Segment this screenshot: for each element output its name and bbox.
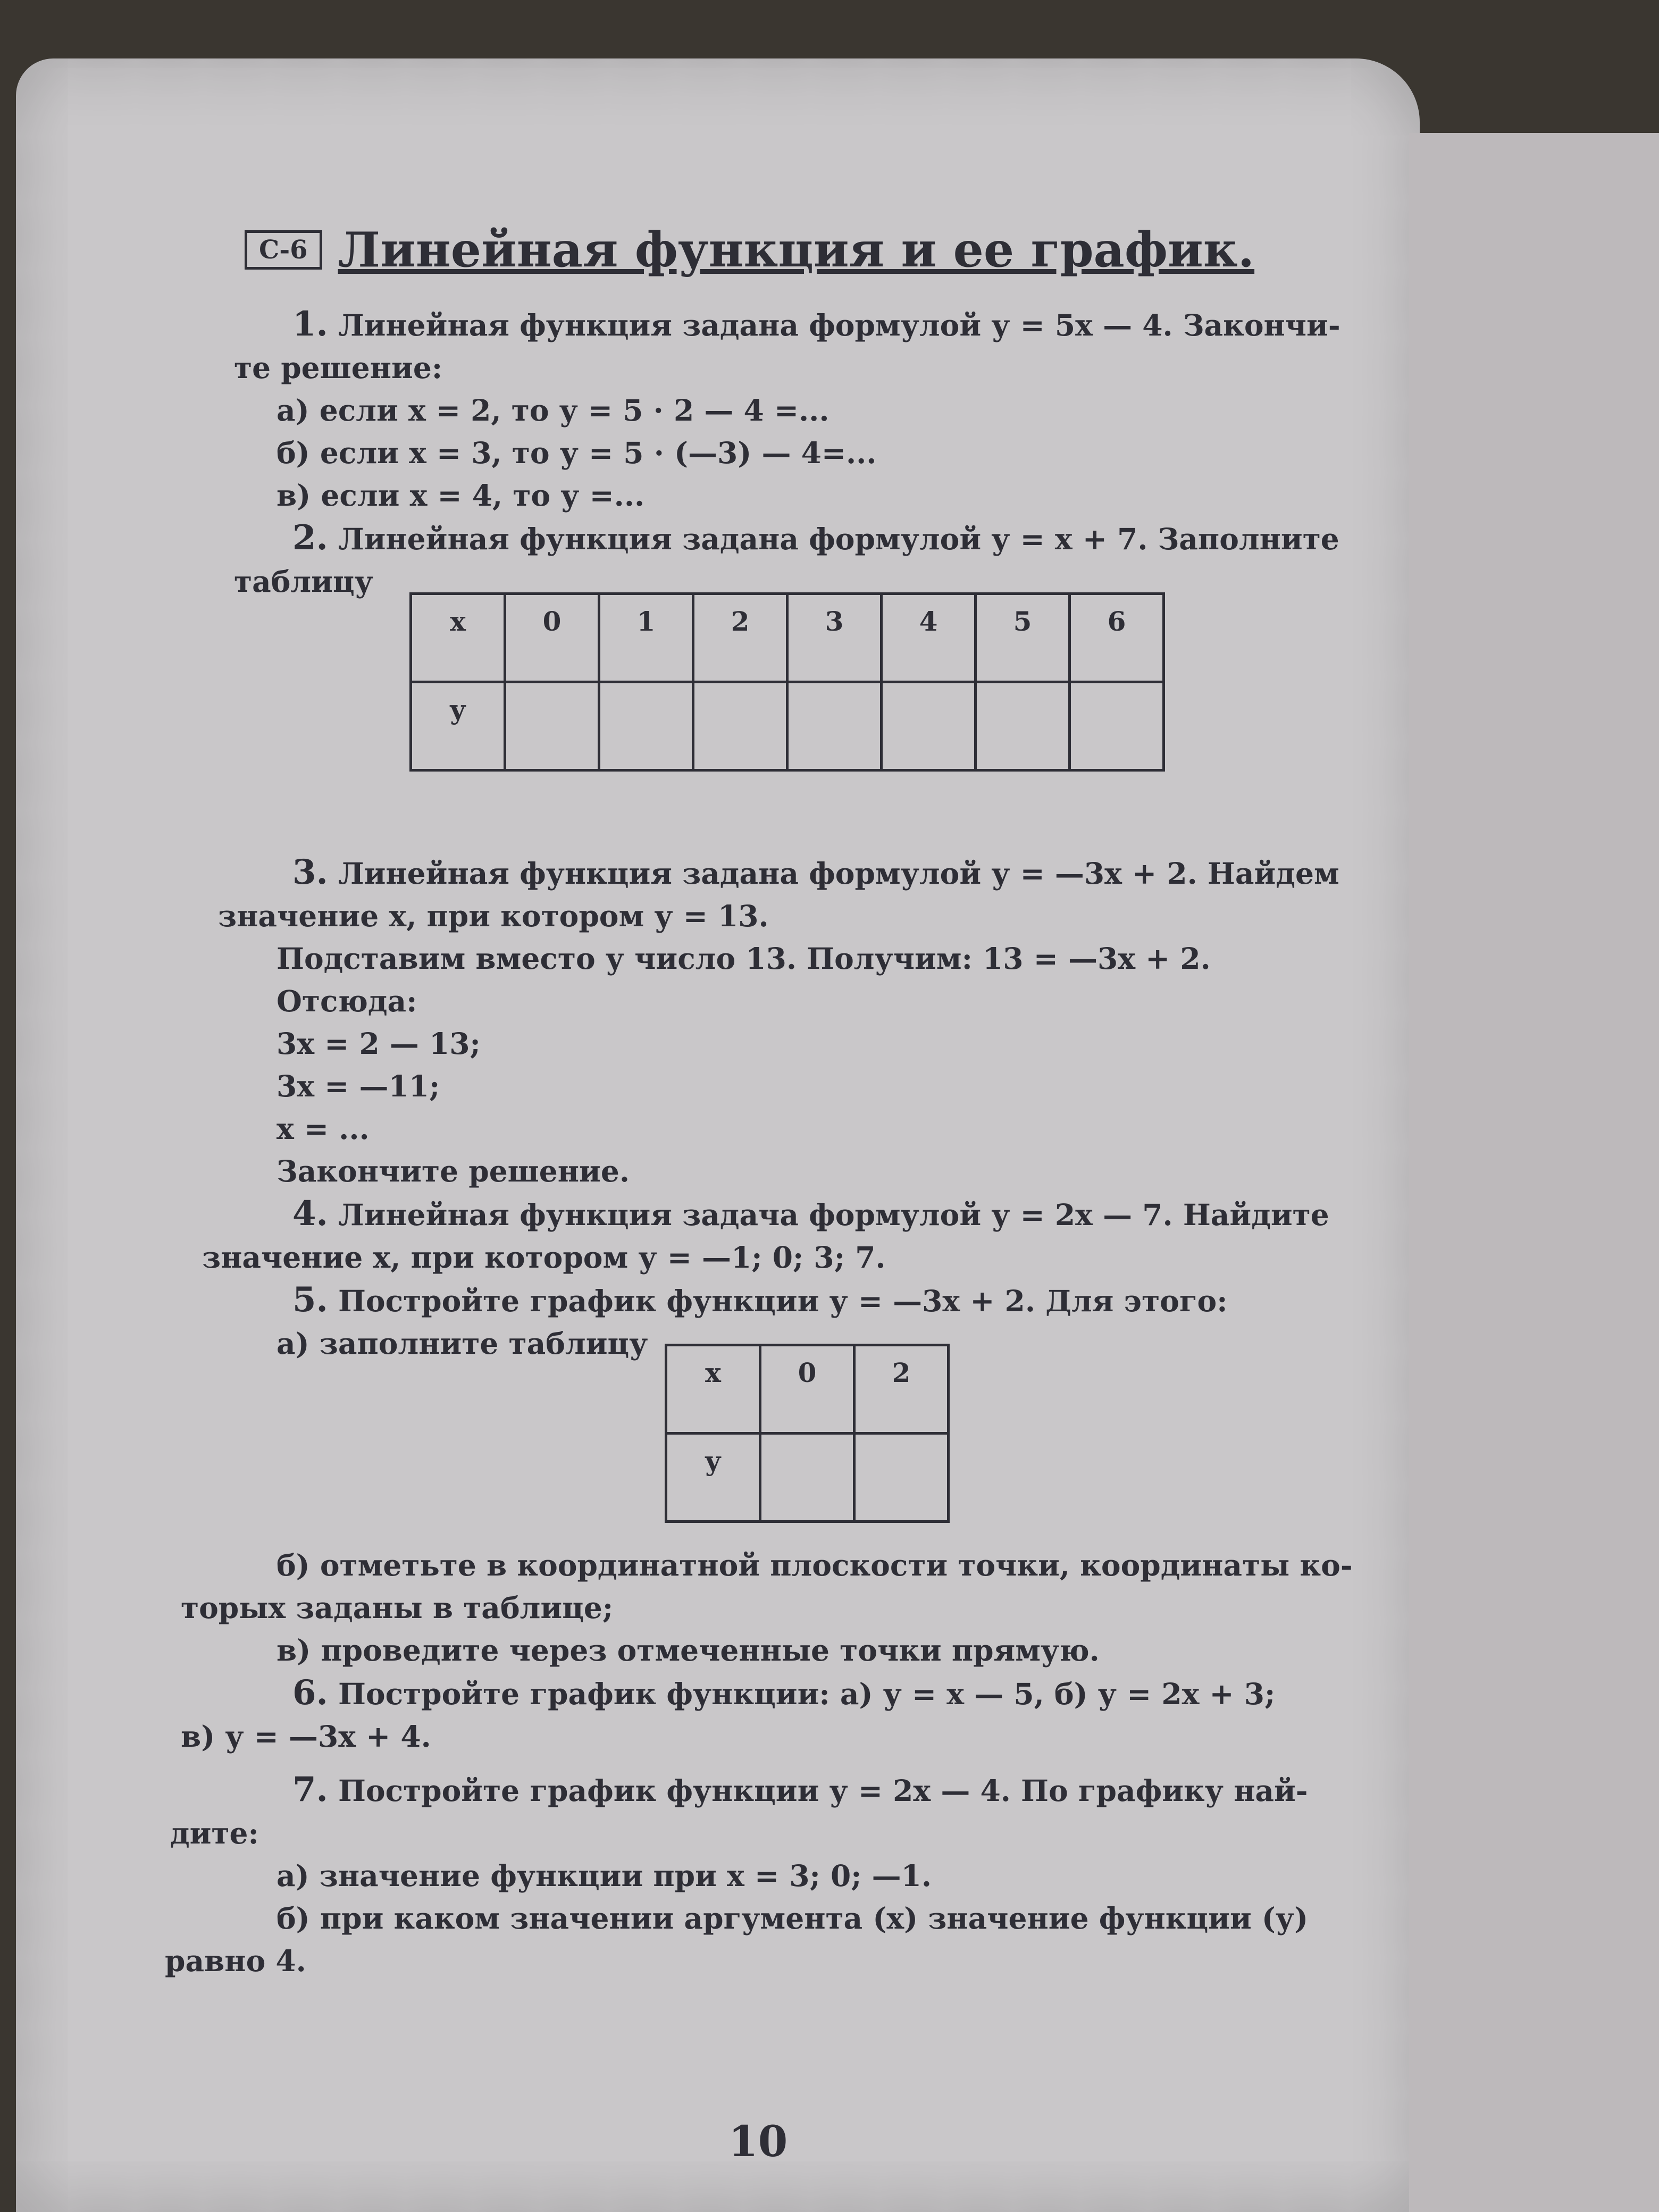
page-number: 10 (728, 2116, 788, 2166)
task-3-line-3: Подставим вместо у число 13. Получим: 13 = —3х + 2. (276, 941, 1211, 976)
task-4-number: 4. (292, 1194, 328, 1234)
task-2-table (409, 592, 1165, 772)
section-badge: С-6 (245, 230, 322, 270)
table-cell (882, 682, 976, 770)
task-1-text-1: Линейная функция задана формулой у = 5х — 4. Закончи- (338, 308, 1340, 342)
task-7-line-2: дите: (170, 1816, 259, 1850)
table-cell (1070, 682, 1164, 770)
task-2-text-1: Линейная функция задана формулой у = х + 7. Заполните (338, 522, 1339, 556)
task-3-line-5: 3х = 2 — 13; (276, 1026, 481, 1061)
task-2-line-1 (160, 517, 1382, 560)
task-6-number: 6. (292, 1673, 328, 1713)
table-cell: 5 (976, 594, 1070, 682)
task-3-number: 3. (292, 852, 328, 892)
task-5-item-b-line-1: б) отметьте в координатной плоскости точки, координаты ко- (276, 1548, 1353, 1582)
task-5-item-b-line-2: торых заданы в таблице; (181, 1590, 614, 1625)
table-cell (976, 682, 1070, 770)
table-cell: 1 (599, 594, 693, 682)
task-7-item-a: а) значение функции при х = 3; 0; —1. (276, 1858, 932, 1893)
table-cell: 3 (787, 594, 882, 682)
task-3-line-1 (160, 851, 1382, 895)
task-3-line-7: х = ... (276, 1111, 370, 1146)
table-cell: у (411, 682, 505, 770)
task-5-item-c: в) проведите через отмеченные точки прямую. (276, 1633, 1100, 1668)
task-5-number: 5. (292, 1280, 328, 1320)
table-cell: 6 (1070, 594, 1164, 682)
table-cell (854, 1434, 949, 1522)
task-7-item-b-line-1: б) при каком значении аргумента (х) значение функции (у) (276, 1901, 1309, 1936)
table-cell: х (666, 1345, 760, 1434)
adjacent-page (1409, 133, 1659, 2212)
task-3-line-4: Отсюда: (276, 984, 417, 1018)
table-cell (599, 682, 693, 770)
task-1-item-a: а) если х = 2, то у = 5 · 2 — 4 =... (276, 393, 830, 428)
table-cell: 4 (882, 594, 976, 682)
task-6-line-2: в) у = —3х + 4. (181, 1719, 431, 1754)
task-5-item-a: а) заполните таблицу (276, 1326, 648, 1361)
task-3-text-1: Линейная функция задана формулой у = —3х + 2. Найдем (338, 856, 1339, 891)
task-1-item-b: б) если х = 3, то у = 5 · (—3) — 4=... (276, 435, 877, 470)
task-7-item-b-line-2: равно 4. (165, 1943, 306, 1978)
task-1-line-2: те решение: (234, 350, 443, 385)
table-row (411, 594, 1164, 682)
task-3-line-8: Закончите решение. (276, 1154, 630, 1188)
task-4-line-2: значение х, при котором у = —1; 0; 3; 7. (202, 1240, 886, 1275)
task-7-number: 7. (292, 1770, 328, 1809)
task-1-item-c: в) если х = 4, то у =... (276, 478, 645, 513)
table-cell (787, 682, 882, 770)
task-3-line-6: 3х = —11; (276, 1069, 440, 1103)
task-1-number: 1. (292, 304, 328, 344)
task-6-text-1: Постройте график функции: а) у = х — 5, б) у = 2х + 3; (338, 1677, 1276, 1711)
table-cell (505, 682, 599, 770)
task-1-line-1 (160, 303, 1382, 347)
table-row (666, 1434, 949, 1522)
task-7-line-1 (160, 1769, 1382, 1812)
table-cell: х (411, 594, 505, 682)
table-cell: 0 (505, 594, 599, 682)
table-cell (693, 682, 787, 770)
task-5-text-1: Постройте график функции у = —3х + 2. Для этого: (338, 1284, 1228, 1318)
task-2-line-2: таблицу (234, 564, 373, 599)
section-header (245, 222, 1382, 278)
table-cell: 2 (854, 1345, 949, 1434)
task-4-text-1: Линейная функция задача формулой у = 2х — 7. Найдите (338, 1197, 1329, 1232)
page-title: Линейная функция и ее график. (338, 222, 1255, 278)
task-7-text-1: Постройте график функции у = 2х — 4. По графику най- (338, 1773, 1308, 1808)
page-content (160, 222, 1382, 1982)
task-5-table (665, 1344, 950, 1523)
task-4-line-1 (160, 1193, 1382, 1236)
task-5-line-1 (160, 1279, 1382, 1322)
table-cell: 0 (760, 1345, 854, 1434)
task-3-line-2: значение х, при котором у = 13. (218, 899, 769, 933)
table-cell (760, 1434, 854, 1522)
table-cell: 2 (693, 594, 787, 682)
table-row (411, 682, 1164, 770)
task-6-line-1 (160, 1672, 1382, 1715)
table-row (666, 1345, 949, 1434)
task-2-number: 2. (292, 518, 328, 558)
table-cell: у (666, 1434, 760, 1522)
